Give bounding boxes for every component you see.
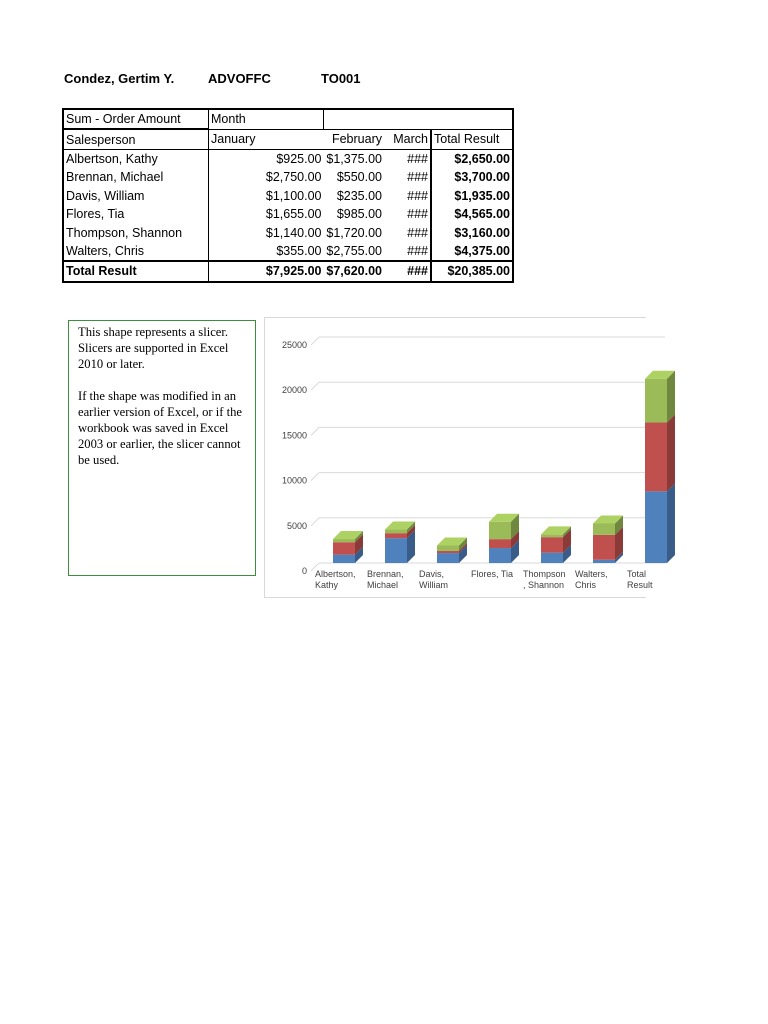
row-total-cell: $2,650.00 [431,149,513,168]
bar-front [333,555,355,563]
x-tick-label: Kathy [315,580,339,590]
march-cell: ### [407,243,428,258]
march-cell: ### [407,151,428,166]
table-row [63,205,513,223]
january-cell: $1,100.00 [265,188,322,203]
january-cell: $1,655.00 [265,207,322,222]
x-tick-label: Albertson, [315,569,356,579]
february-cell: $985.00 [336,207,382,222]
table-row [63,149,513,168]
bar-front [541,553,563,563]
february-cell: $550.00 [336,170,382,185]
march-cell: ### [407,188,428,203]
pivot-grand-total: $20,385.00 [431,261,513,281]
pivot-data-field[interactable]: Sum - Order Amount [63,109,209,129]
pivot-col-header-january: January [211,132,256,147]
gridline-side [311,518,319,526]
bar-front [645,491,667,563]
bar-front [385,533,407,538]
y-tick-label: 15000 [281,430,307,441]
bar-front [437,551,459,553]
bar-front [385,530,407,534]
bar-front [593,523,615,534]
row-total-cell: $4,375.00 [431,242,513,261]
pivot-total-mar: ### [407,264,428,279]
march-cell: ### [407,170,428,185]
salesperson-cell: Walters, Chris [63,242,209,261]
x-tick-label: Walters, [575,569,608,579]
bar-side [667,371,675,423]
pivot-row-field[interactable]: Salesperson [63,129,209,149]
bar-front [593,560,615,563]
table-row [63,223,513,241]
salesperson-cell: Flores, Tia [63,205,209,223]
y-tick-label: 5000 [286,520,307,531]
header-code: TO001 [321,71,361,86]
x-tick-label: Flores, Tia [471,569,514,579]
x-tick-label: Thompson [523,569,566,579]
bar-front [645,422,667,491]
gridline-side [311,337,319,345]
y-tick-label: 25000 [281,340,307,350]
slicer-placeholder[interactable] [68,320,256,576]
x-tick-label: Michael [367,580,399,590]
slicer-text-2: If the shape was modified in an earlier version of Excel, or if the workbook was saved in Excel 2003 or earlier, the slicer cannot be used. [78,389,242,467]
february-cell: $2,755.00 [326,243,382,258]
january-cell: $1,140.00 [265,225,322,240]
y-tick-label: 20000 [281,385,307,396]
salesperson-cell: Brennan, Michael [63,168,209,186]
february-cell: $235.00 [336,188,382,203]
january-cell: $925.00 [276,151,322,166]
x-tick-label: William [419,580,448,590]
x-tick-label: Chris [575,580,597,590]
pivot-table [62,108,514,283]
gridline-side [311,382,319,390]
bar-front [593,535,615,560]
pivot-empty-cell [431,109,513,129]
pivot-column-field[interactable]: Month [209,109,324,129]
pivot-col-header-march: March [393,132,428,147]
bar-side [667,483,675,563]
bar-front [645,379,667,423]
bar-front [437,553,459,563]
gridline-side [311,473,319,481]
february-cell: $1,375.00 [326,151,382,166]
bar-front [541,537,563,553]
x-tick-label: , Shannon [523,580,565,590]
table-row [63,242,513,261]
march-cell: ### [407,207,428,222]
january-cell: $355.00 [276,243,322,258]
row-total-cell: $1,935.00 [431,187,513,205]
chart-svg [265,318,653,599]
pivot-total-feb: $7,620.00 [326,264,382,279]
slicer-text-1: This shape represents a slicer. Slicers are supported in Excel 2010 or later. [78,325,229,371]
bar-front [385,538,407,563]
bar-front [489,548,511,563]
pivot-col-header-february: February [331,132,382,147]
table-row [63,187,513,205]
bar-front [489,522,511,539]
gridline-side [311,427,319,435]
pivot-total-label: Total Result [63,261,209,281]
y-tick-label: 10000 [281,475,307,486]
pivot-col-header-total: Total Result [431,129,513,149]
x-tick-label: Result [627,580,653,590]
row-total-cell: $4,565.00 [431,205,513,223]
bar-front [489,539,511,548]
pivot-chart[interactable] [264,317,653,598]
bar-front [333,539,355,542]
x-tick-label: Davis, [419,569,445,579]
pivot-empty-cell [384,109,431,129]
salesperson-cell: Albertson, Kathy [63,149,209,168]
y-tick-label: 0 [301,566,307,576]
row-total-cell: $3,700.00 [431,168,513,186]
salesperson-cell: Davis, William [63,187,209,205]
bar-front [437,546,459,551]
header-name: Condez, Gertim Y. [64,71,175,86]
march-cell: ### [407,225,428,240]
table-row [63,168,513,186]
january-cell: $2,750.00 [265,170,322,185]
header-course: ADVOFFC [208,71,271,86]
x-tick-label: Total [627,569,647,579]
bar-front [541,534,563,537]
february-cell: $1,720.00 [326,225,382,240]
bar-front [333,542,355,554]
x-tick-label: Brennan, [367,569,404,579]
row-total-cell: $3,160.00 [431,223,513,241]
pivot-total-jan: $7,925.00 [265,264,322,279]
bar-side [667,414,675,491]
pivot-empty-cell [324,109,385,129]
salesperson-cell: Thompson, Shannon [63,223,209,241]
